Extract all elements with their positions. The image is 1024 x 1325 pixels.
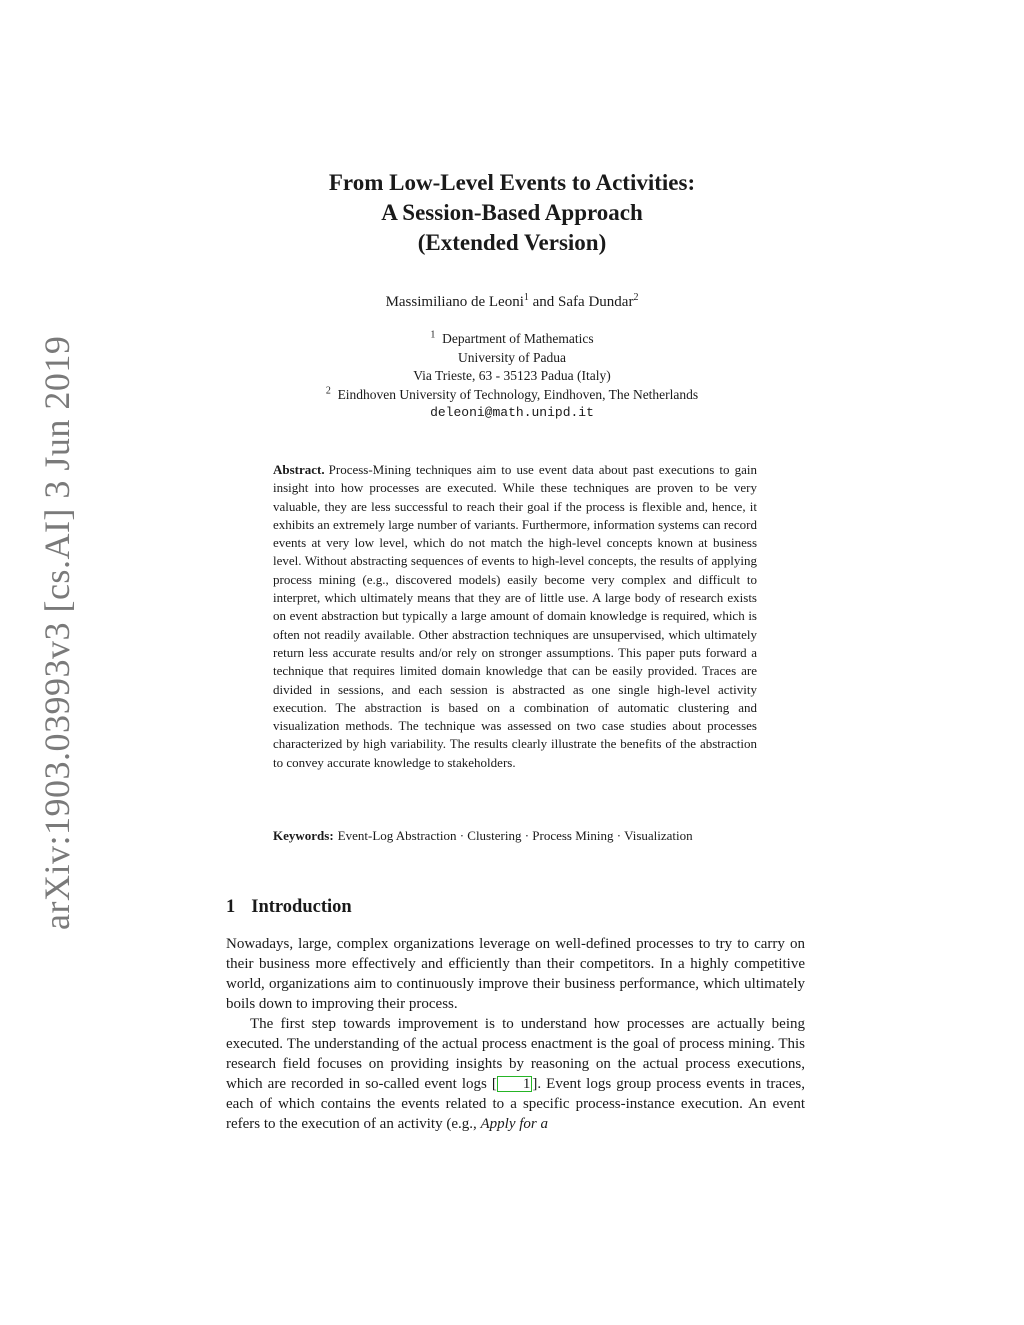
citation-link[interactable]: 1 [497,1076,533,1092]
paragraph-2-italic: Apply for a [480,1116,548,1132]
author-1: Massimiliano de Leoni [385,294,524,310]
affiliation-1-mark: 1 [430,329,436,341]
affiliation-1-line-3: Via Trieste, 63 - 35123 Padua (Italy) [413,368,611,383]
affiliation-2-line-1 [0,386,1024,405]
affiliations [0,330,1024,423]
author-email[interactable]: deleoni@math.unipd.it [430,405,594,420]
keywords-label: Keywords: [273,828,334,843]
title-line-1: From Low-Level Events to Activities: [328,170,696,195]
title-line-2: A Session-Based Approach [381,200,643,225]
affiliation-2-name: Eindhoven University of Technology, Eindhoven, The Netherlands [337,386,699,402]
author-2: Safa Dundar [558,294,634,310]
section-title: Introduction [251,897,352,917]
affiliation-1-dept: Department of Mathematics [442,331,594,346]
arxiv-stamp: arXiv:1903.03993v3 [cs.AI] 3 Jun 2019 [37,335,77,930]
paragraph-1: Nowadays, large, complex organizations leverage on well-defined processes to try to carry on their business more effectively and efficiently than their competitors. In a highly competitive world, organizations aim to continuously improve their business performance, which ultimately boils down to improving their process. [226,936,805,1012]
paragraph-2 [226,1014,805,1134]
section-number: 1 [226,897,236,917]
author-conjunction: and [528,294,559,310]
paragraph-2-text-b: ]. Event logs group process events in traces, each of which contains the events related to a specific process-instance execution. An event refers to the execution of an activity (e.g., [226,1076,805,1132]
author-2-mark: 2 [633,292,639,303]
affiliation-1-line-1 [0,330,1024,349]
author-list [0,292,1024,312]
body-text [226,934,805,1134]
abstract [273,461,757,772]
section-heading-introduction [226,895,352,919]
paragraph-2-text-a: The first step towards improvement is to understand how processes are actually being executed. The understanding of the actual process enactment is the goal of process mining. This research field focuses on providing insights by reasoning on the actual process executions, which are recorded in so-called event logs [ [226,1016,805,1092]
paper-title [0,168,1024,258]
title-line-3: (Extended Version) [417,230,607,255]
keywords [273,827,757,845]
affiliation-2-mark: 2 [325,385,331,396]
abstract-text: Process-Mining techniques aim to use event data about past executions to gain insight into how processes are executed. While these techniques are proven to be very valuable, they are less successful to reach their goal if the process is flexible and, hence, it exhibits an extremely large number of variants. Furthermore, information systems can record events at very low level, which do not match the high-level concepts known at business level. Without abstracting sequences of events to high-level concepts, the results of applying process mining (e.g., discovered models) easily become very complex and difficult to interpret, which ultimately means that they are of little use. A large body of research exists on event abstraction but typically a large amount of domain knowledge is required, which is often not readily available. Other abstraction techniques are unsupervised, which ultimately return less accurate results and/or rely on stronger assumptions. This paper puts forward a technique that requires limited domain knowledge that can be easily provided. Traces are divided in sessions, and each session is abstracted as one single high-level activity execution. The abstraction is based on a combination of automatic clustering and visualization methods. The technique was assessed on two case studies about processes characterized by high variability. The results clearly illustrate the benefits of the abstraction to convey accurate knowledge to stakeholders. [273,462,757,770]
abstract-label: Abstract. [273,462,325,477]
author-1-mark: 1 [523,292,529,303]
affiliation-1-line-2: University of Padua [458,349,566,365]
keywords-text: Event-Log Abstraction · Clustering · Process Mining · Visualization [337,828,693,843]
